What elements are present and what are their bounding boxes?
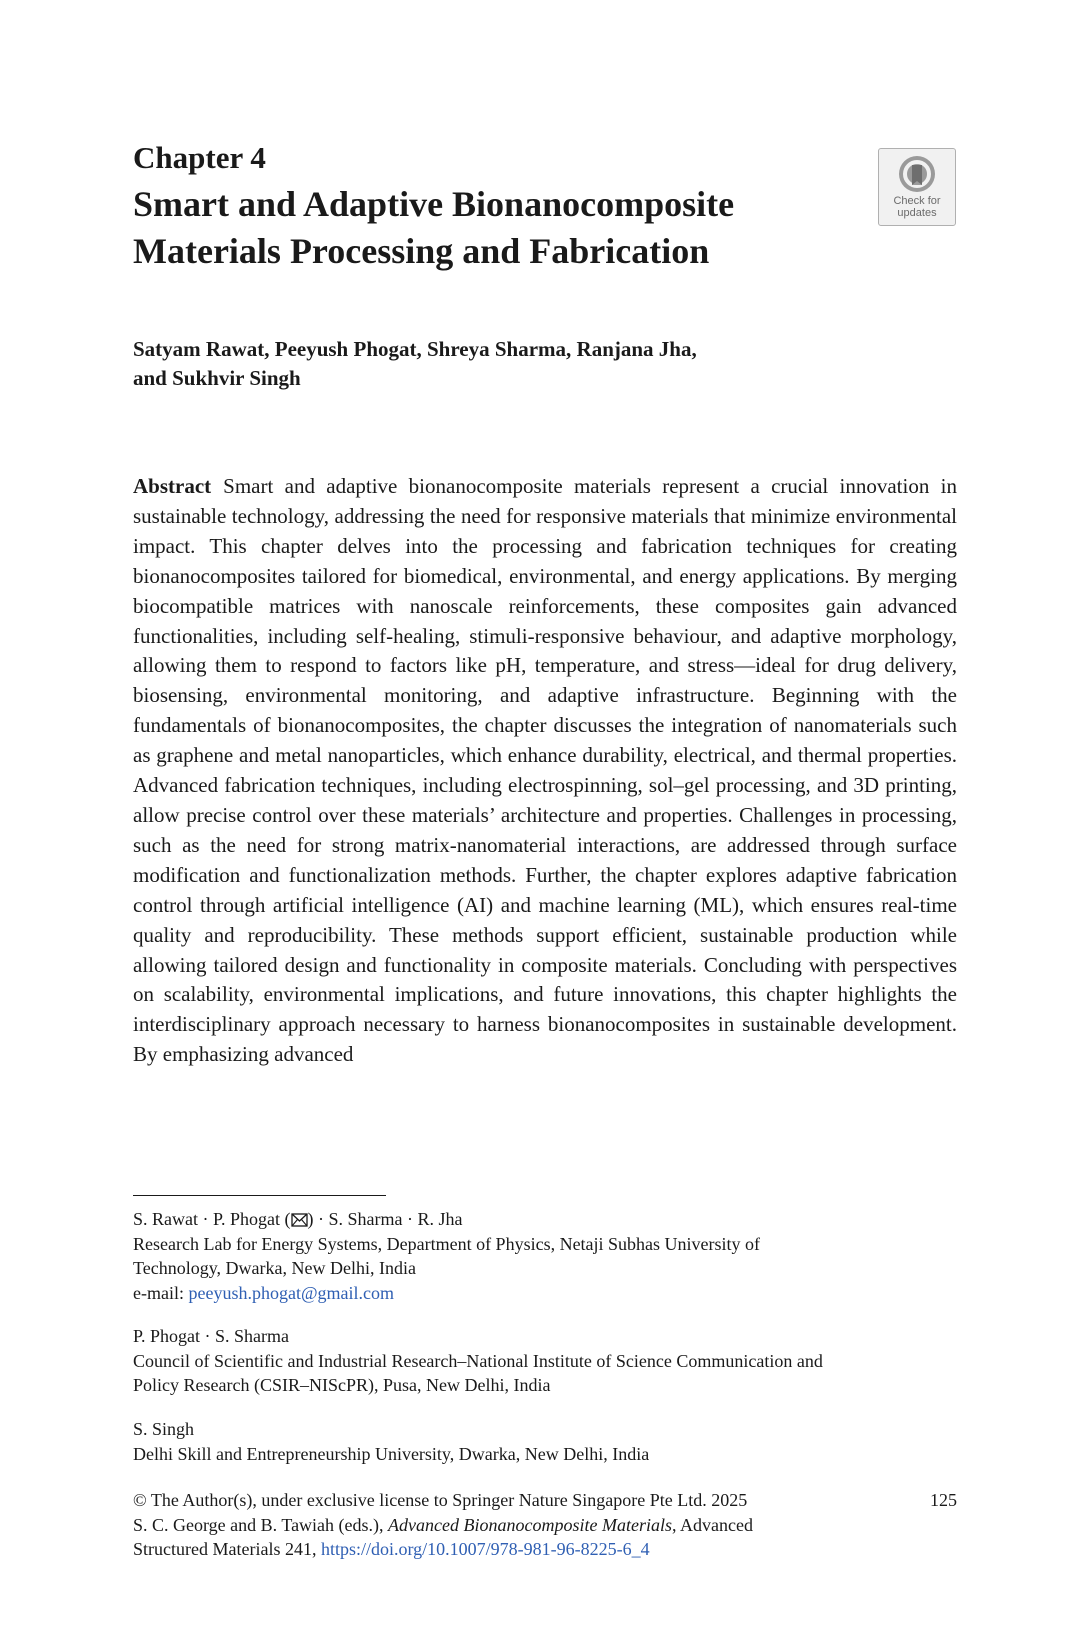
affiliation-3-names: S. Singh	[133, 1419, 195, 1439]
affiliation-2	[133, 1324, 957, 1398]
affiliation-3-institution: Delhi Skill and Entrepreneurship University, Dwarka, New Delhi, India	[133, 1443, 650, 1464]
affiliation-2-location: Policy Research (CSIR–NIScPR), Pusa, New Delhi, India	[133, 1375, 551, 1395]
affiliation-1-institution: Research Lab for Energy Systems, Department of Physics, Netaji Subhas University of	[133, 1233, 761, 1254]
affiliation-1	[133, 1207, 957, 1305]
affiliation-1-names-after: ) · S. Sharma · R. Jha	[307, 1209, 463, 1229]
chapter-title-line1: Smart and Adaptive Bionanocomposite	[133, 184, 735, 224]
check-for-updates-badge[interactable]	[878, 148, 956, 226]
affiliation-3	[133, 1417, 957, 1466]
author-list-line2: and Sukhvir Singh	[133, 366, 301, 390]
check-for-updates-line1: Check for	[893, 195, 941, 207]
series-prefix: , Advanced	[672, 1514, 753, 1535]
check-for-updates-label	[879, 195, 955, 219]
affiliation-2-names: P. Phogat · S. Sharma	[133, 1326, 290, 1346]
chapter-title	[133, 181, 833, 275]
check-for-updates-icon	[897, 154, 937, 194]
abstract-text: Smart and adaptive bionanocomposite materials represent a crucial innovation in sustainable technology, addressing the need for responsive materials that minimize environmental impact. This chapter delves into the processing and fabrication techniques for creating bionanocomposites tailored for biomedical, environmental, and energy applications. By merging biocompatible matrices with nanoscale reinforcements, these composites gain advanced functionalities, including self-healing, stimuli-responsive behaviour, and adaptive morphology, allowing them to respond to factors like pH, temperature, and stress—ideal for drug delivery, biosensing, environmental monitoring, and adaptive infrastructure. Beginning with the fundamentals of bionanocomposites, the chapter discusses the integration of nanomaterials such as graphene and metal nanoparticles, which enhance durability, electrical, and thermal properties. Advanced fabrication techniques, including electrospinning, sol–gel processing, and 3D printing, allow precise control over these materials’ architecture and properties. Challenges in processing, such as the need for strong matrix-nanomaterial interactions, are addressed through surface modification and functionalization methods. Further, the chapter explores adaptive fabrication control through artificial intelligence (AI) and machine learning (ML), which ensures real-time quality and reproducibility. These methods support efficient, sustainable production while allowing tailored design and functionality in composite materials. Concluding with perspectives on scalability, environmental implications, and future innovations, this chapter highlights the interdisciplinary approach necessary to harness bionanocomposites in sustainable development. By emphasizing advanced	[133, 474, 957, 1067]
doi-link[interactable]: https://doi.org/10.1007/978-981-96-8225-6_4	[320, 1539, 650, 1559]
abstract	[133, 472, 957, 1070]
affiliation-1-location: Technology, Dwarka, New Delhi, India	[133, 1258, 416, 1278]
chapter-label: Chapter 4	[133, 140, 266, 175]
affiliation-2-institution: Council of Scientific and Industrial Research–National Institute of Science Communication and	[133, 1350, 823, 1371]
abstract-label: Abstract	[133, 474, 212, 498]
chapter-title-line2: Materials Processing and Fabrication	[133, 231, 710, 271]
book-title: Advanced Bionanocomposite Materials	[388, 1514, 672, 1535]
footnote-divider	[133, 1195, 386, 1196]
envelope-icon[interactable]	[291, 1213, 308, 1227]
author-list	[133, 335, 853, 393]
email-link[interactable]: peeyush.phogat@gmail.com	[188, 1282, 395, 1303]
affiliation-1-names-before: S. Rawat · P. Phogat (	[133, 1209, 291, 1229]
editors: S. C. George and B. Tawiah (eds.),	[133, 1514, 389, 1535]
page-footer	[133, 1488, 957, 1562]
author-list-line1: Satyam Rawat, Peeyush Phogat, Shreya Sharma, Ranjana Jha,	[133, 337, 697, 361]
copyright-notice: © The Author(s), under exclusive license to Springer Nature Singapore Pte Ltd. 2025	[133, 1490, 748, 1510]
series-name: Structured Materials 241,	[133, 1539, 321, 1559]
check-for-updates-line2: updates	[897, 207, 937, 219]
email-label: e-mail:	[133, 1282, 189, 1303]
page-number: 125	[930, 1490, 957, 1510]
